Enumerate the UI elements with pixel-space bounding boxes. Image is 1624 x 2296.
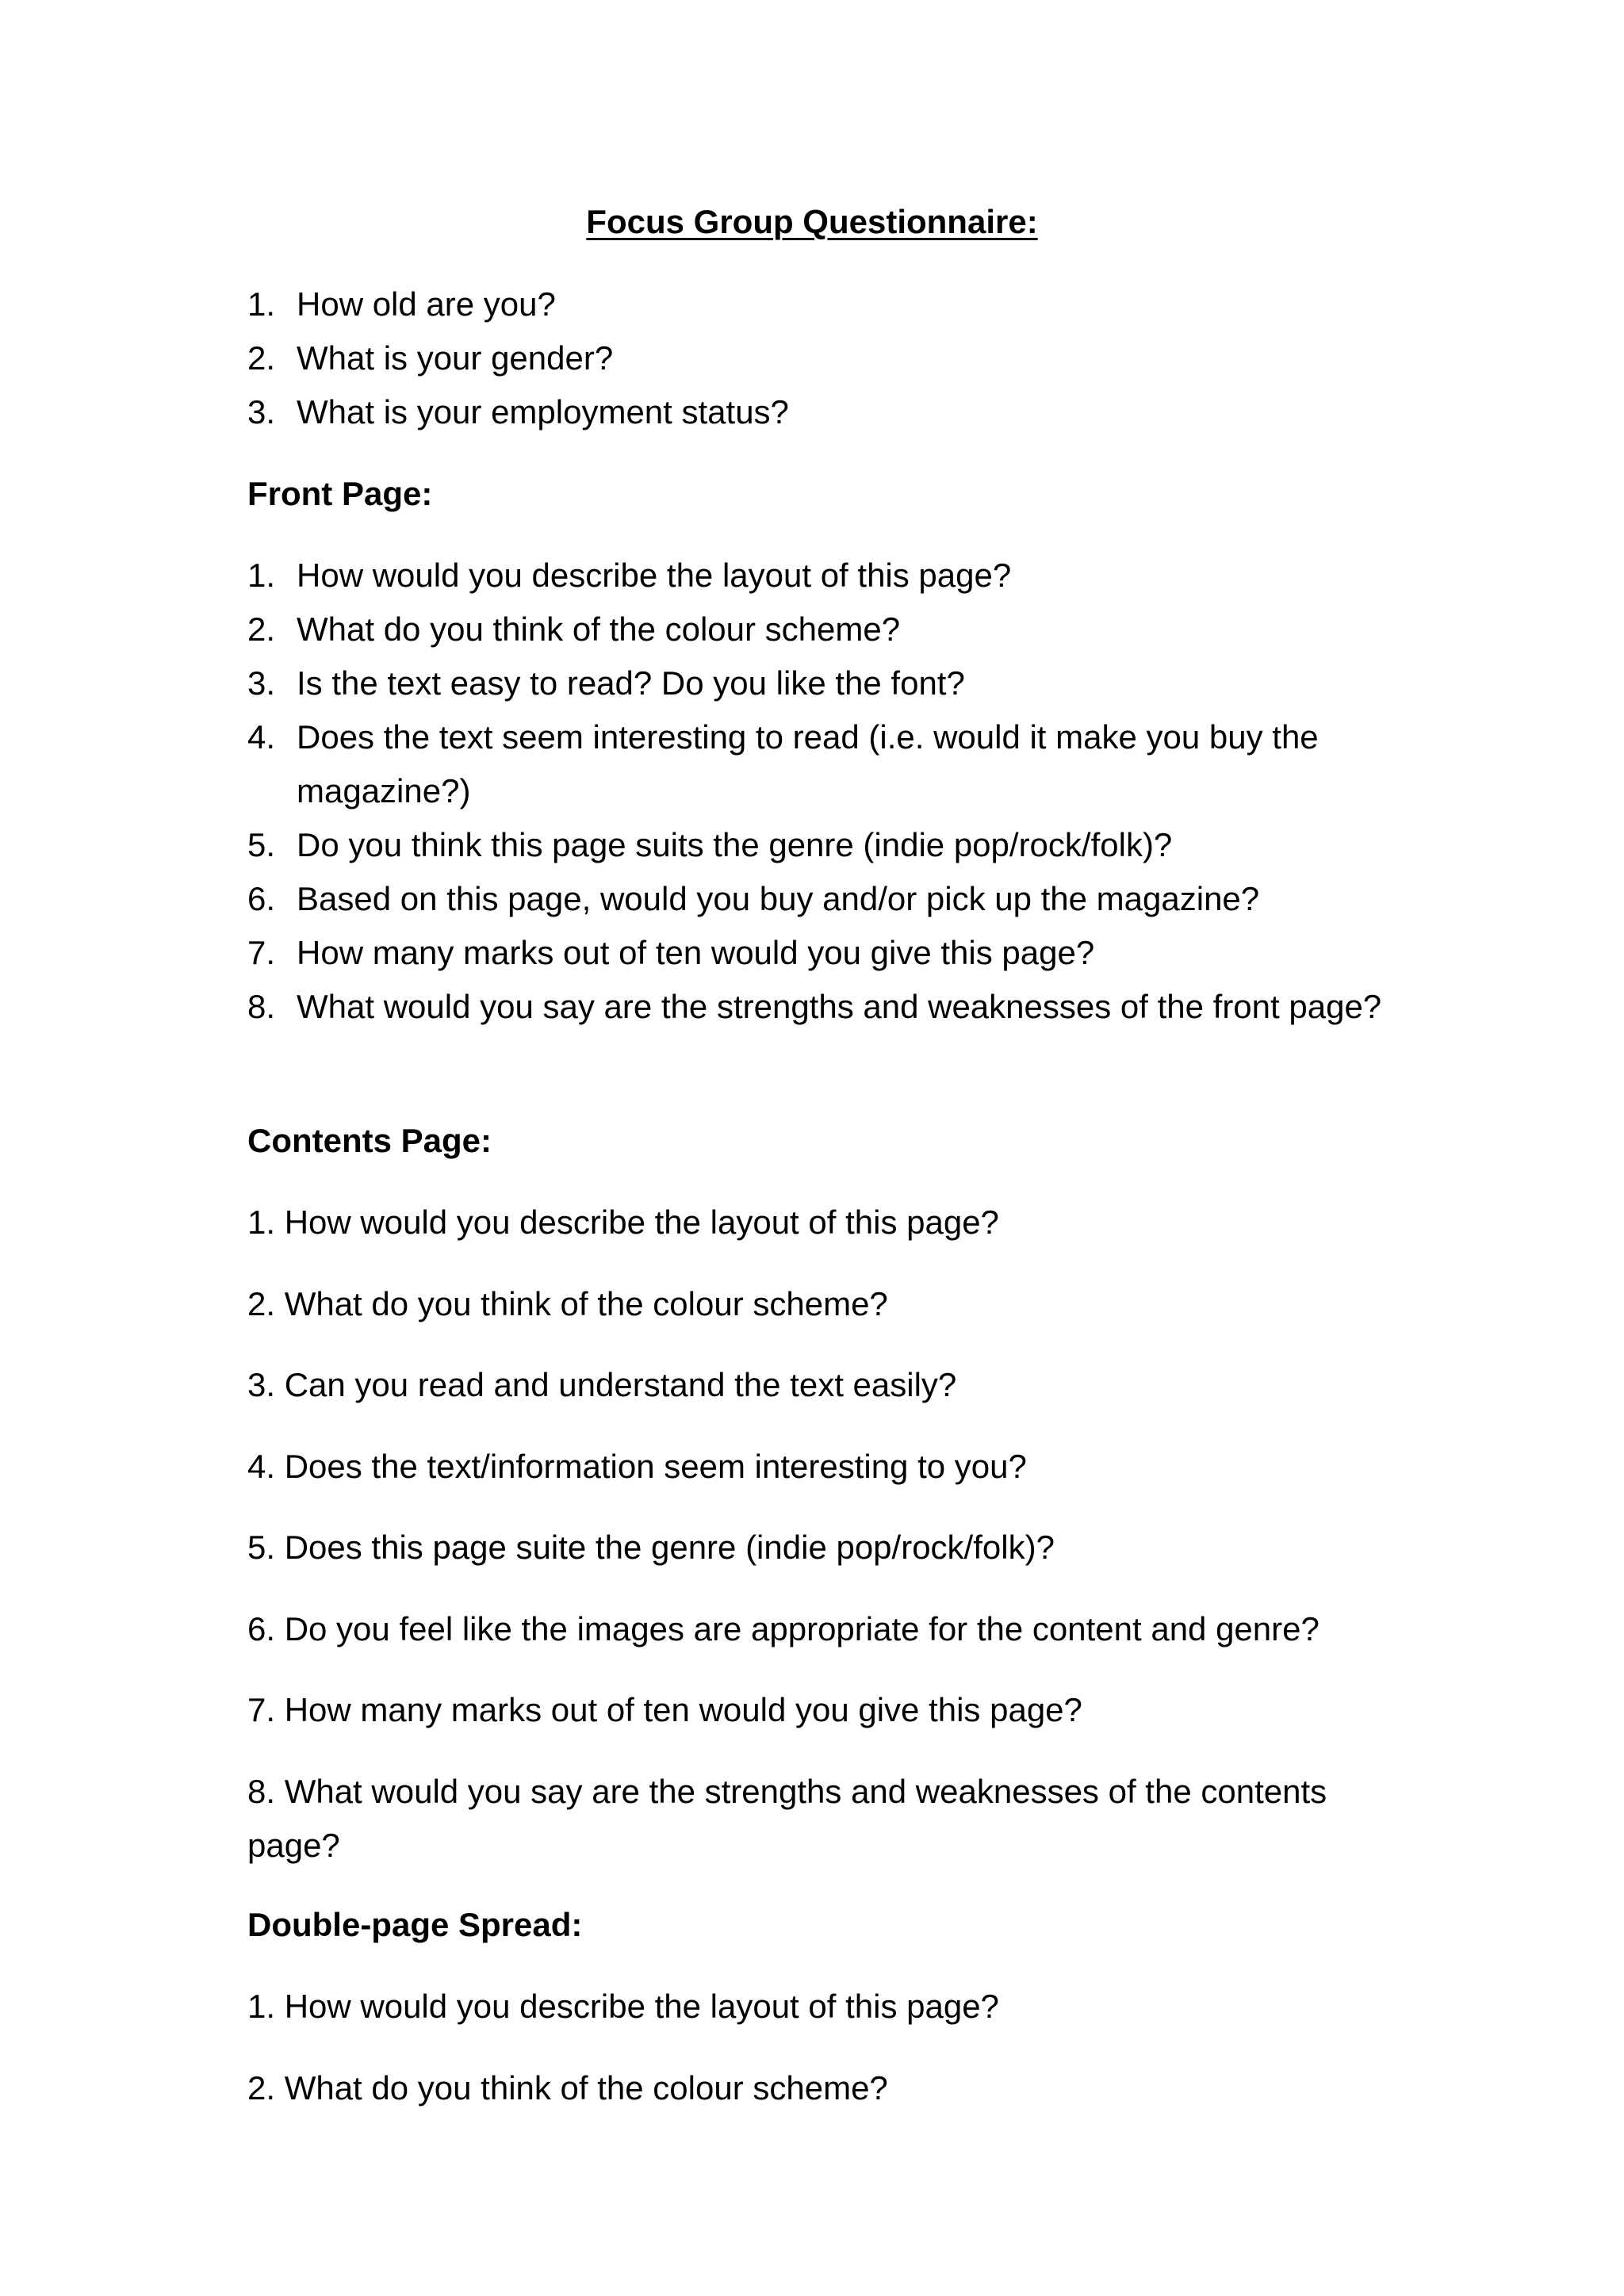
list-item-number: 7. <box>247 934 276 971</box>
list-item <box>247 603 1405 656</box>
list-item <box>247 818 1405 872</box>
section-heading-front-page: Front Page: <box>247 475 433 512</box>
list-item: 7. How many marks out of ten would you give this page? <box>247 1691 1082 1728</box>
list-item-number: 3. <box>247 664 276 702</box>
list-item-text: Based on this page, would you buy and/or pick up the magazine? <box>297 880 1260 917</box>
list-item: 8. What would you say are the strengths and weaknesses of the contents page? <box>247 1773 1327 1864</box>
list-item <box>247 656 1405 710</box>
list-item-text: How many marks out of ten would you give this page? <box>297 934 1095 971</box>
list-item: 4. Does the text/information seem interesting to you? <box>247 1448 1027 1485</box>
list-item-number: 6. <box>247 880 276 917</box>
list-item: 1. How would you describe the layout of this page? <box>247 1203 999 1241</box>
list-item <box>247 872 1405 926</box>
list-item-text: What is your gender? <box>297 339 614 377</box>
list-item: 3. Can you read and understand the text easily? <box>247 1366 957 1403</box>
list-item <box>247 385 1405 439</box>
list-item-text: How old are you? <box>297 285 556 323</box>
list-item <box>247 331 1405 385</box>
list-item <box>247 277 1405 331</box>
list-item <box>247 549 1405 603</box>
list-item: 5. Does this page suite the genre (indie pop/rock/folk)? <box>247 1529 1055 1566</box>
list-item-text: What would you say are the strengths and weaknesses of the front page? <box>297 988 1382 1025</box>
list-item-number: 4. <box>247 718 276 756</box>
list-item: 2. What do you think of the colour scheme? <box>247 2069 888 2107</box>
section-heading-contents-page: Contents Page: <box>247 1122 492 1159</box>
document-title <box>0 198 1624 246</box>
list-item-text: Is the text easy to read? Do you like the font? <box>297 664 965 702</box>
list-item-number: 1. <box>247 557 276 594</box>
list-item-text: Do you think this page suits the genre (indie pop/rock/folk)? <box>297 826 1173 863</box>
list-item-text: What do you think of the colour scheme? <box>297 610 901 648</box>
list-item-number: 2. <box>247 339 276 377</box>
list-item: 6. Do you feel like the images are appropriate for the content and genre? <box>247 1610 1320 1647</box>
list-item-number: 1. <box>247 285 276 323</box>
section-heading-double-page-spread: Double-page Spread: <box>247 1906 583 1943</box>
list-item-text: What is your employment status? <box>297 393 789 430</box>
list-item-text: How would you describe the layout of this page? <box>297 557 1012 594</box>
list-item-number: 3. <box>247 393 276 430</box>
list-item-text: Does the text seem interesting to read (i.e. would it make you buy the magazine?) <box>297 718 1319 809</box>
list-item-number: 2. <box>247 610 276 648</box>
list-item <box>247 710 1405 818</box>
list-item <box>247 980 1405 1034</box>
list-item: 2. What do you think of the colour scheme? <box>247 1285 888 1322</box>
list-item: 1. How would you describe the layout of this page? <box>247 1988 999 2025</box>
list-item-number: 8. <box>247 988 276 1025</box>
list-item-number: 5. <box>247 826 276 863</box>
list-item <box>247 926 1405 980</box>
document-title-text: Focus Group Questionnaire: <box>586 203 1038 240</box>
